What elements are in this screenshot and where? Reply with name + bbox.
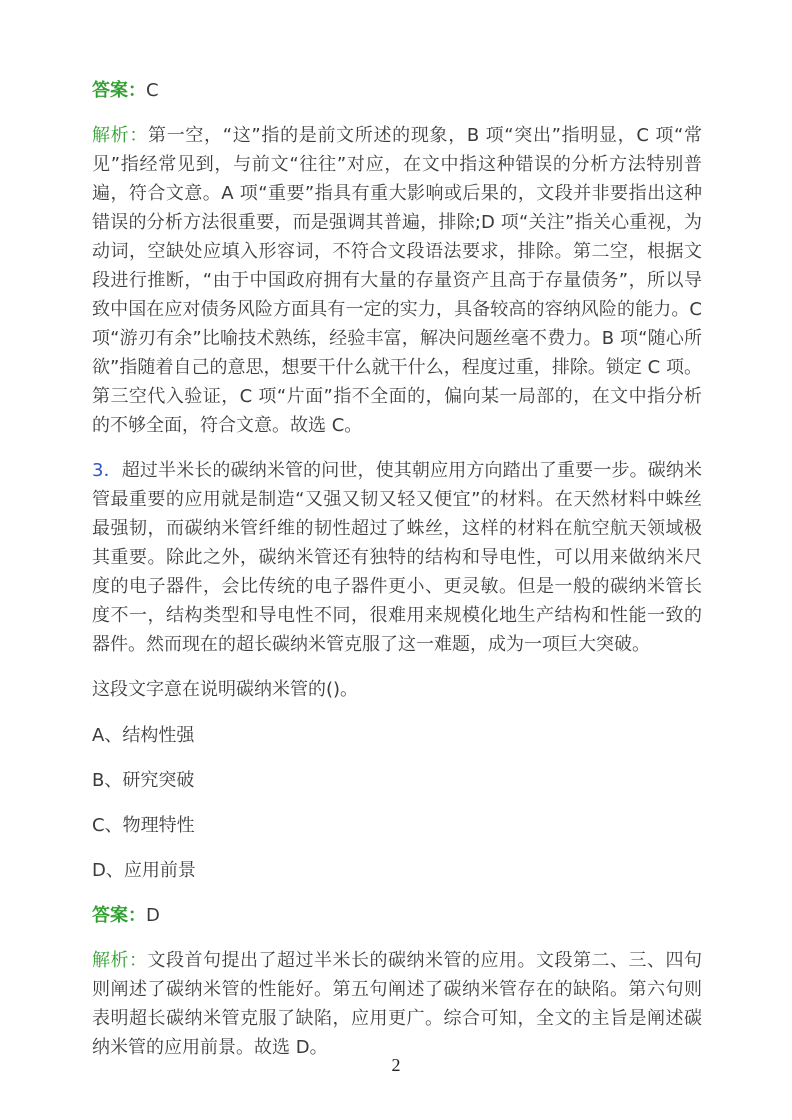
analysis-label-q2: 解析：: [92, 125, 149, 146]
answer-line-q3: [92, 901, 702, 930]
option-b-label: 研究突破: [122, 770, 195, 791]
option-b: [92, 766, 702, 795]
option-d-label: 应用前景: [123, 860, 196, 881]
answer-value-q3: D: [146, 905, 160, 926]
answer-label-q2: 答案：: [92, 80, 146, 101]
option-a-key: A、: [92, 725, 123, 746]
question-3-number: 3．: [92, 460, 122, 481]
question-3-stem: 这段文字意在说明碳纳米管的()。: [92, 679, 359, 700]
option-b-key: B、: [92, 770, 123, 791]
page-number: 2: [391, 1055, 401, 1075]
analysis-paragraph-q2: [92, 121, 702, 440]
option-a-label: 结构性强: [122, 725, 195, 746]
analysis-text-q2: 第一空，“这”指的是前文所述的现象，B 项“突出”指明显，C 项“常见”指经常见到，与前文“往往”对应，在文中指这种错误的分析方法特别普遍，符合文意。A 项“重要”指具有重大影响或后果的，文段并非要指出这种错误的分析方法很重要，而是强调其普遍，排除;D 项“关注”指关心重视，为动词，空缺处应填入形容词，不符合文段语法要求，排除。第二空，根据文段进行推断，“由于中国政府拥有大量的存量资产且高于存量债务”，所以导致中国在应对债务风险方面具有一定的实力，具备较高的容纳风险的能力。C 项“游刃有余”比喻技术熟练，经验丰富，解决问题丝毫不费力。B 项“随心所欲”指随着自己的意思，想要干什么就干什么，程度过重，排除。锁定 C 项。第三空代入验证，C 项“片面”指不全面的，偏向某一局部的，在文中指分析的不够全面，符合文意。故选 C。: [92, 125, 702, 436]
option-d-key: D、: [92, 860, 124, 881]
answer-value-q2: C: [146, 80, 159, 101]
answer-line-q2: [92, 76, 702, 105]
answer-label-q3: 答案：: [92, 905, 146, 926]
option-d: [92, 856, 702, 885]
question-3-text: 超过半米长的碳纳米管的问世，使其朝应用方向踏出了重要一步。碳纳米管最重要的应用就是制造“又强又韧又轻又便宜”的材料。在天然材料中蛛丝最强韧，而碳纳米管纤维的韧性超过了蛛丝，这样的材料在航空航天领域极其重要。除此之外，碳纳米管还有独特的结构和导电性，可以用来做纳米尺度的电子器件，会比传统的电子器件更小、更灵敏。但是一般的碳纳米管长度不一，结构类型和导电性不同，很难用来规模化地生产结构和性能一致的器件。然而现在的超长碳纳米管克服了这一难题，成为一项巨大突破。: [92, 460, 703, 655]
analysis-label-q3: 解析：: [92, 950, 148, 971]
analysis-paragraph-q3: [92, 946, 702, 1062]
option-c: [92, 811, 702, 840]
question-3-paragraph: [92, 456, 702, 659]
analysis-text-q3: 文段首句提出了超过半米长的碳纳米管的应用。文段第二、三、四句则阐述了碳纳米管的性能好。第五句阐述了碳纳米管存在的缺陷。第六句则表明超长碳纳米管克服了缺陷，应用更广。综合可知，全文的主旨是阐述碳纳米管的应用前景。故选 D。: [92, 950, 702, 1058]
option-a: [92, 721, 702, 750]
option-c-label: 物理特性: [122, 815, 195, 836]
option-c-key: C、: [92, 815, 123, 836]
